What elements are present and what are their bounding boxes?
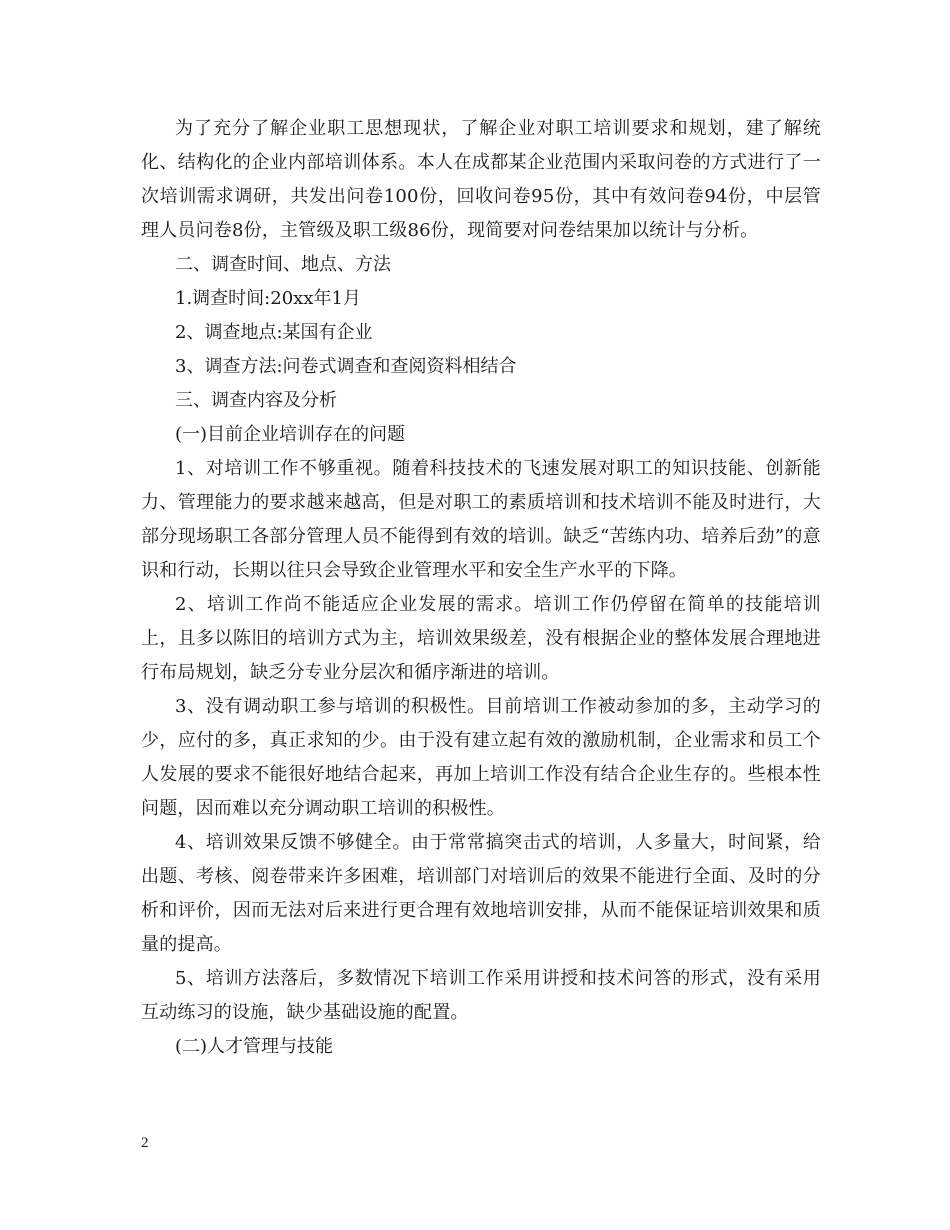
survey-time-line: 1.调查时间:20xx年1月: [175, 288, 361, 309]
problem-paragraph-2: 2、培训工作尚不能适应企业发展的需求。培训工作仍停留在简单的技能培训上，且多以陈旧的培训方式为主，培训效果级差，没有根据企业的整体发展合理地进行布局规划，缺乏分专业分层次和循序渐进的培训。: [141, 594, 821, 683]
problem-paragraph-4: 4、培训效果反馈不够健全。由于常常搞突击式的培训，人多量大，时间紧，给出题、考核、阅卷带来许多困难，培训部门对培训后的效果不能进行全面、及时的分析和评价，因而无法对后来进行更合理有效地培训安排，从而不能保证培训效果和质量的提高。: [141, 832, 821, 955]
subsection-heading-problems: (一)目前企业培训存在的问题: [175, 424, 406, 445]
problem-paragraph-1: 1、对培训工作不够重视。随着科技技术的飞速发展对职工的知识技能、创新能力、管理能力的要求越来越高，但是对职工的素质培训和技术培训不能及时进行，大部分现场职工各部分管理人员不能得到有效的培训。缺乏“苦练内功、培养后劲”的意识和行动，长期以往只会导致企业管理水平和安全生产水平的下降。: [141, 458, 821, 581]
page-number: 2: [141, 1135, 149, 1151]
section-heading-time-place-method: 二、调查时间、地点、方法: [175, 254, 391, 275]
subsection-heading-talent: (二)人才管理与技能: [175, 1036, 334, 1057]
intro-paragraph: 为了充分了解企业职工思想现状，了解企业对职工培训要求和规划，建了解统化、结构化的企业内部培训体系。本人在成都某企业范围内采取问卷的方式进行了一次培训需求调研，共发出问卷100份，回收问卷95份，其中有效问卷94份，中层管理人员问卷8份，主管级及职工级86份，现简要对问卷结果加以统计与分析。: [141, 118, 821, 241]
survey-place-line: 2、调查地点:某国有企业: [175, 322, 373, 343]
problem-paragraph-3: 3、没有调动职工参与培训的积极性。目前培训工作被动参加的多，主动学习的少，应付的多，真正求知的少。由于没有建立起有效的激励机制，企业需求和员工个人发展的要求不能很好地结合起来，再加上培训工作没有结合企业生存的。些根本性问题，因而难以充分调动职工培训的积极性。: [141, 696, 821, 819]
problem-paragraph-5: 5、培训方法落后，多数情况下培训工作采用讲授和技术问答的形式，没有采用互动练习的设施，缺少基础设施的配置。: [141, 968, 821, 1023]
section-heading-content-analysis: 三、调查内容及分析: [175, 390, 337, 411]
document-body: [141, 112, 821, 1064]
survey-method-line: 3、调查方法:问卷式调查和查阅资料相结合: [175, 356, 517, 377]
